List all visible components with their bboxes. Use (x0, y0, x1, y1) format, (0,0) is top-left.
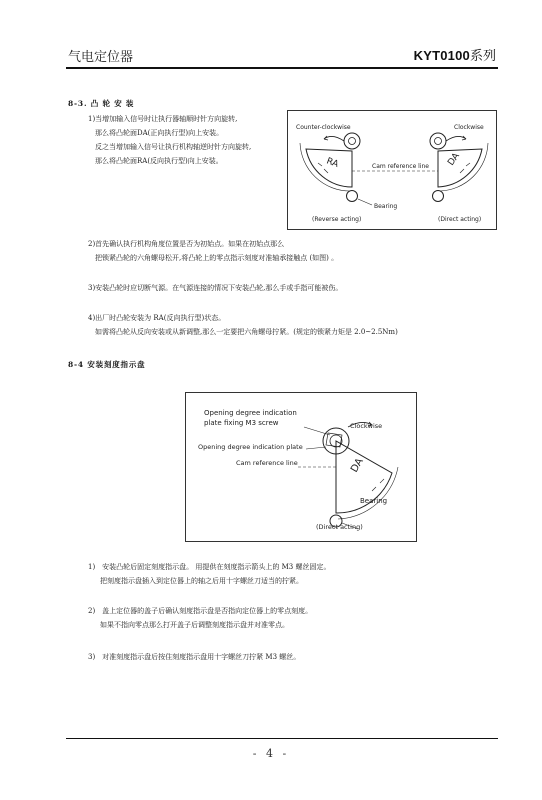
reverse-acting-label: (Reverse acting) (312, 216, 362, 223)
step1-line1: 1) 安装凸轮后固定刻度指示盘。 用提供在刻度指示箭头上的 M3 螺丝固定。 (88, 563, 331, 571)
page-number: - 4 - (252, 747, 290, 760)
direct-acting-label-2: (Direct acting) (316, 523, 363, 531)
model-number: KYT0100 (413, 48, 470, 63)
da-label-1: DA (446, 151, 462, 168)
item4-line2: 如需将凸轮从反向安装或从新调整,那么一定要把六角螺母拧紧。(规定的锁紧力矩是 2.0~2.5Nm) (95, 328, 398, 336)
item4-line1: 4)出厂时凸轮安装为 RA(反向执行型)状态。 (88, 314, 226, 322)
step1-line2: 把刻度指示盘插入到定位器上的轴之后用十字螺丝刀适当的拧紧。 (100, 577, 303, 585)
counter-clockwise-label: Counter-clockwise (296, 124, 351, 131)
da-label-2: DA (349, 456, 366, 475)
indicator-plate-figure (185, 392, 417, 542)
bearing-label-1: Bearing (374, 203, 398, 210)
item2-line1: 2)首先确认执行机构角度位置是否为初始点。如果在初始点那么 (88, 240, 285, 248)
step2-line1: 2) 盖上定位器的盖子后确认刻度指示盘是否指向定位器上的零点刻度。 (88, 607, 313, 615)
header-rule (66, 67, 498, 69)
cam-installation-figure (287, 110, 497, 230)
direct-acting-label-1: (Direct acting) (438, 216, 482, 223)
section-8-4-heading: 8-4 安装刻度指示盘 (68, 360, 146, 369)
indicator-plate-label: Opening degree indication plate (198, 443, 303, 451)
cam-reference-line-label-2: Cam reference line (236, 459, 298, 467)
clockwise-label-1: Clockwise (454, 124, 484, 131)
step2-line2: 如果不指向零点那么打开盖子后调整刻度指示盘并对准零点。 (100, 621, 289, 629)
series-label: 系列 (469, 49, 496, 64)
model-series (414, 45, 496, 64)
indicator-screw-label-line2: plate fixing M3 screw (204, 419, 279, 427)
item1-line3: 反之当增加输入信号让执行机构轴逆时针方向旋转, (95, 143, 252, 151)
bearing-label-2: Bearing (360, 497, 388, 505)
document-title: 气电定位器 (68, 50, 134, 65)
item3: 3)安装凸轮时应切断气源。在气源连接的情况下安装凸轮,那么手或手指可能被伤。 (88, 284, 343, 292)
clockwise-label-2: Clockwise (350, 422, 383, 430)
step3: 3) 对准刻度指示盘后按住刻度指示盘用十字螺丝刀拧紧 M3 螺丝。 (88, 653, 301, 661)
item1-line4: 那么将凸轮面RA(反向执行型)向上安装。 (95, 157, 223, 165)
item2-line2: 把锁紧凸轮的六角螺母松开,将凸轮上的零点指示刻度对准轴承接触点 (如图) 。 (95, 254, 339, 262)
indicator-screw-label-line1: Opening degree indication (204, 409, 297, 417)
cam-reference-line-label-1: Cam reference line (372, 163, 430, 170)
ra-label: RA (324, 156, 340, 170)
item1-line1: 1)当增加输入信号时让执行器轴顺时针方向旋转, (88, 115, 238, 123)
da-cam-with-plate-drawing (323, 422, 398, 527)
footer-rule (66, 738, 498, 739)
da-cam-drawing (430, 133, 488, 202)
item1-line2: 那么将凸轮面DA(正向执行型)向上安装。 (95, 129, 224, 137)
section-8-3-heading: 8-3. 凸 轮 安 装 (68, 99, 135, 108)
